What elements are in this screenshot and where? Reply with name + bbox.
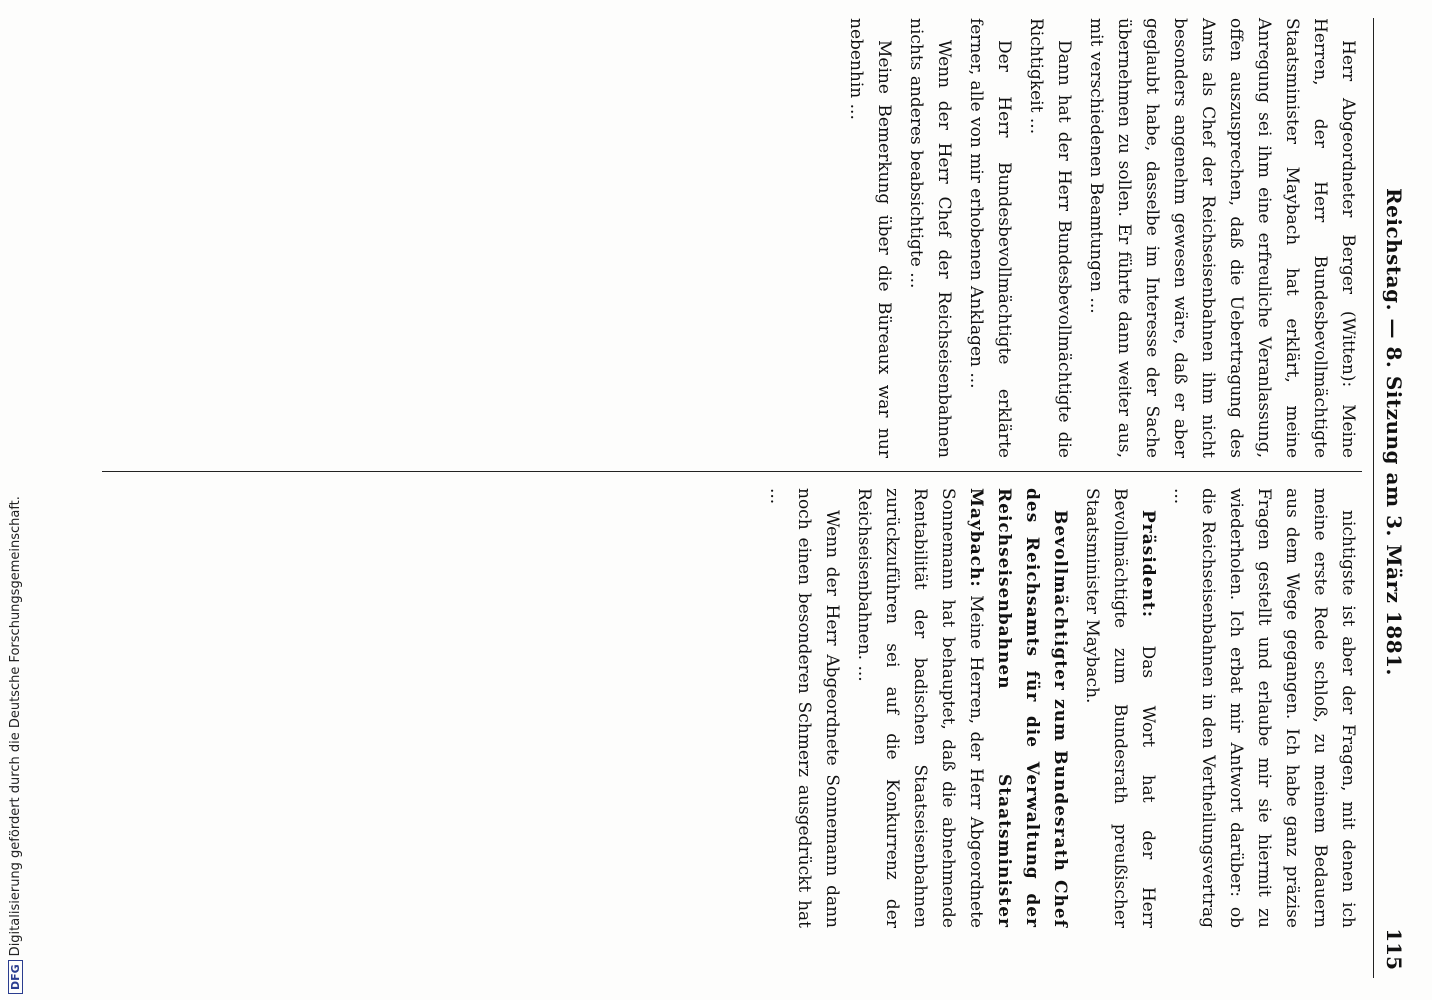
digitization-note bbox=[8, 8, 23, 994]
text-column-right bbox=[758, 488, 1362, 928]
speaker-name: Präsident: bbox=[1138, 510, 1158, 618]
paragraph-text: Das Wort hat der Herr Bevollmächtigte zum Bundesrath preußischer Staatsminister Maybach. bbox=[1082, 488, 1158, 928]
running-title: Reichstag. — 8. Sitzung am 3. März 1881. bbox=[1382, 188, 1406, 677]
paragraph: Herr Abgeordneter Berger (Witten): Meine Herren, der Herr Bundesbevollmächtigte Staatsminister Maybach hat erklärt, meine Anregung sei ihm eine erfreuliche Veranlassung, offen auszusprechen, daß die Uebertragung des Amts als Chef der Reichseisenbahnen ihm nicht besonders angenehm gewesen wäre, daß er aber geglaubt habe, dasselbe im Interesse der Sache übernehmen zu sollen. Er führte dann weiter aus, mit verschiedenen Beamtungen ... bbox=[1086, 18, 1358, 458]
paragraph bbox=[850, 488, 1074, 928]
paragraph bbox=[1078, 488, 1162, 928]
page-number: 115 bbox=[1382, 928, 1406, 970]
paragraph: Der Herr Bundesbevollmächtigte erklärte ferner, alle von mir erhobenen Anklagen ... bbox=[966, 18, 1014, 458]
page-header bbox=[1373, 18, 1410, 978]
paragraph: Dann hat der Herr Bundesbevollmächtigte die Richtigkeit ... bbox=[1026, 18, 1074, 458]
column-divider bbox=[102, 471, 1362, 472]
paragraph: Wenn der Herr Chef der Reichseisenbahnen nichts anderes beabsichtigte ... bbox=[906, 18, 954, 458]
speaker-name: Bevollmächtigter zum Bundesrath Chef des Reichsamts für die Verwaltung der Reichseisenbahnen Staatsminister Maybach: bbox=[966, 488, 1070, 928]
digitization-text: Digitalisierung gefördert durch die Deutsche Forschungsgemeinschaft. bbox=[8, 496, 23, 957]
paragraph: Wenn der Herr Abgeordnete Sonnemann dann noch einen besonderen Schmerz ausgedrückt hat ... bbox=[766, 488, 842, 928]
text-column-left bbox=[838, 18, 1362, 458]
paragraph-text: Meine Herren, der Herr Abgeordnete Sonnemann hat behauptet, daß die abnehmende Rentabilität der badischen Staatseisenbahnen zurückzuführen sei auf die Konkurrenz der Reichseisenbahnen. ... bbox=[854, 488, 986, 928]
paragraph: nichtigste ist aber der Fragen, mit denen ich meine erste Rede schloß, zu meinem Bedauern aus dem Wege gegangen. Ich habe ganz präzise Fragen gestellt und erlaube mir sie hiermit zu wiederholen. Ich erbat mir Antwort darüber: ob die Reichseisenbahnen in den Vertheilungsvertrag ... bbox=[1170, 488, 1358, 928]
rotated-page-content bbox=[90, 18, 1410, 978]
dfg-logo: DFG bbox=[8, 960, 23, 994]
paragraph: Meine Bemerkung über die Büreaux war nur nebenhin ... bbox=[846, 18, 894, 458]
